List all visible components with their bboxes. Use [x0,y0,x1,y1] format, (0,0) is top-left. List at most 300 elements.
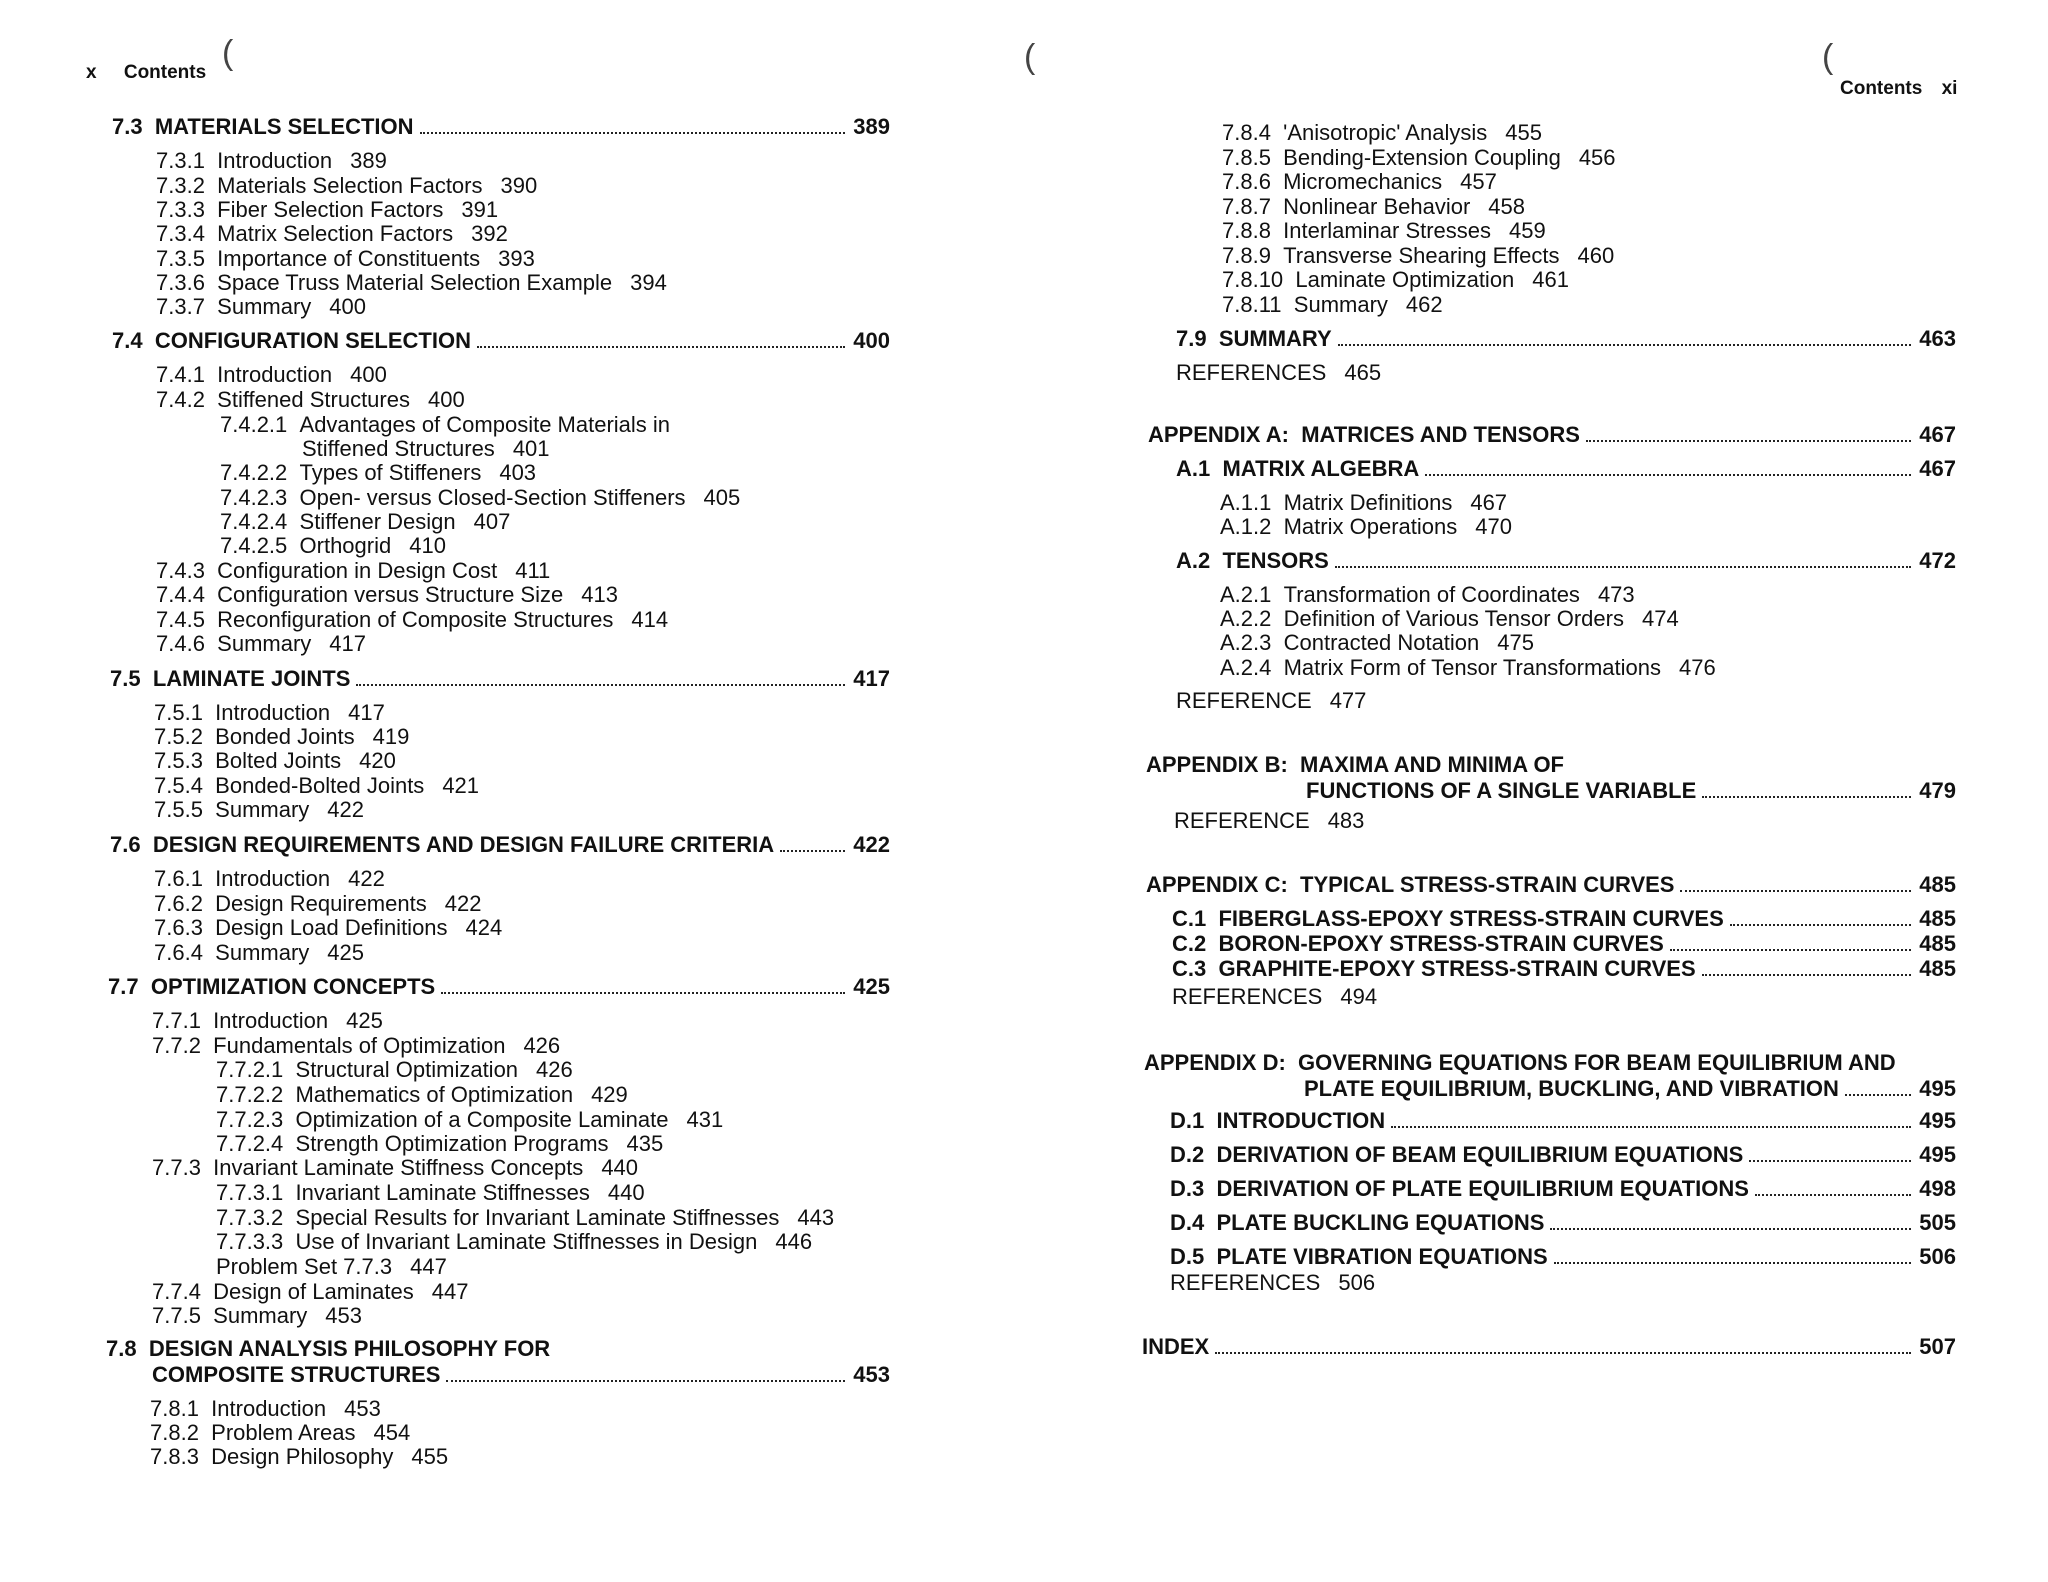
toc-entry[interactable] [216,1254,447,1280]
entry-page: 401 [512,436,550,461]
heading-number: C.3 [1172,956,1207,981]
toc-heading[interactable] [1172,956,1956,982]
toc-heading[interactable] [110,832,890,858]
entry-number: 7.3.4 [156,221,205,246]
appendix-title: APPENDIX D: GOVERNING EQUATIONS FOR BEAM EQUILIBRIUM AND [1144,1050,1896,1075]
entry-title: Matrix Selection Factors [217,221,454,246]
entry-page: 460 [1577,243,1615,268]
toc-heading[interactable] [1170,1108,1956,1134]
toc-heading[interactable] [112,114,890,140]
entry-page: 403 [499,460,537,485]
entry-number: 7.3.1 [156,148,205,173]
left-page-header-title: Contents [123,62,207,83]
toc-entry[interactable] [1222,194,1525,220]
toc-entry[interactable] [1222,145,1616,171]
entry-number: 7.4.5 [156,607,205,632]
entry-number: 7.7.1 [152,1008,201,1033]
toc-entry[interactable] [152,1303,362,1329]
heading-title: SUMMARY [1218,326,1332,351]
dot-leader [1702,796,1911,798]
entry-page: 422 [348,866,385,891]
toc-entry[interactable] [156,558,550,584]
heading-page: 485 [1919,906,1956,931]
appendix-title: APPENDIX A: MATRICES AND TENSORS [1148,422,1580,447]
entry-title: Nonlinear Behavior [1283,194,1471,219]
toc-entry[interactable] [156,173,537,199]
entry-title: Mathematics of Optimization [295,1082,574,1107]
entry-number: 7.8.2 [150,1420,199,1445]
references-page: 477 [1329,688,1367,713]
toc-entry[interactable] [156,221,508,247]
entry-page: 474 [1641,606,1679,631]
entry-title: Space Truss Material Selection Example [217,270,613,295]
toc-references[interactable] [1172,984,1377,1010]
entry-title: Open- versus Closed-Section Stiffeners [299,485,686,510]
toc-entry[interactable] [156,631,366,657]
entry-page: 454 [373,1420,411,1445]
entry-title: Summary [217,294,312,319]
entry-page: 414 [631,607,669,632]
heading-title: LAMINATE JOINTS [152,666,351,691]
entry-number: 7.7.2.2 [216,1082,284,1107]
dot-leader [1755,1194,1911,1196]
heading-number: A.1 [1176,456,1211,481]
entry-page: 426 [536,1057,573,1082]
heading-title: TENSORS [1222,548,1329,573]
toc-heading[interactable] [1170,1210,1956,1236]
dot-leader [1391,1126,1911,1128]
toc-entry[interactable] [154,797,364,823]
toc-entry[interactable] [152,1155,638,1181]
toc-entry[interactable] [152,1033,560,1059]
toc-entry[interactable] [154,724,409,750]
toc-heading[interactable] [1172,931,1956,957]
entry-number: 7.6.2 [154,891,203,916]
heading-number: 7.6 [110,832,141,857]
binding-mark-center: ( [1024,38,1036,76]
heading-title: MATERIALS SELECTION [154,114,414,139]
entry-number: 7.5.4 [154,773,203,798]
entry-number: 7.4.6 [156,631,205,656]
toc-entry[interactable] [1220,490,1507,516]
entry-title: Introduction [213,1008,329,1033]
heading-number: 7.4 [112,328,143,353]
entry-page: 455 [411,1444,449,1469]
toc-entry[interactable] [216,1107,723,1133]
dot-leader [1845,1094,1911,1096]
entry-title: Introduction [215,866,331,891]
toc-entry[interactable] [154,915,502,941]
toc-entry[interactable] [216,1082,628,1108]
dot-leader [780,850,845,852]
entry-number: 7.7.2.1 [216,1057,284,1082]
toc-entry-continuation[interactable] [302,436,550,462]
dot-leader [1215,1352,1911,1354]
toc-appendix-heading[interactable] [1306,778,1956,804]
references-page: 465 [1344,360,1382,385]
toc-entry[interactable] [150,1420,410,1446]
entry-title: Stiffened Structures [217,387,410,412]
toc-references[interactable] [1170,1270,1375,1296]
entry-page: 420 [359,748,396,773]
heading-page: 495 [1919,1142,1956,1167]
entry-title: Fundamentals of Optimization [213,1033,506,1058]
entry-page: 476 [1678,655,1716,680]
toc-index-heading[interactable] [1142,1334,1956,1360]
references-title: REFERENCE [1174,808,1310,833]
toc-appendix-heading[interactable] [1146,872,1956,898]
toc-entry[interactable] [1222,267,1569,293]
entry-number: 7.5.3 [154,748,203,773]
toc-entry[interactable] [216,1057,573,1083]
toc-heading[interactable] [1176,456,1956,482]
heading-number: 7.8 [106,1336,137,1361]
entry-page: 462 [1405,292,1443,317]
heading-number: C.2 [1172,931,1207,956]
toc-entry[interactable] [216,1131,663,1157]
entry-page: 413 [581,582,618,607]
entry-title: Laminate Optimization [1295,267,1515,292]
references-title: REFERENCES [1172,984,1323,1009]
heading-number: C.1 [1172,906,1207,931]
dot-leader [1338,344,1912,346]
toc-appendix-heading[interactable] [1148,422,1956,448]
entry-title: Matrix Operations [1283,514,1458,539]
toc-heading[interactable] [152,1362,890,1388]
heading-title: GRAPHITE-EPOXY STRESS-STRAIN CURVES [1218,956,1696,981]
binding-mark-right: ( [1822,38,1834,76]
toc-entry[interactable] [216,1205,834,1231]
heading-number: 7.3 [112,114,143,139]
dot-leader [477,346,845,348]
toc-entry[interactable] [1222,243,1614,269]
entry-number: A.1.2 [1220,514,1272,539]
entry-title: Advantages of Composite Materials in [299,412,671,437]
entry-page: 447 [410,1254,447,1279]
appendix-title-continued: PLATE EQUILIBRIUM, BUCKLING, AND VIBRATION [1304,1076,1839,1101]
heading-page: 506 [1919,1244,1956,1269]
dot-leader [446,1380,845,1382]
appendix-title: APPENDIX C: TYPICAL STRESS-STRAIN CURVES [1146,872,1675,897]
toc-entry[interactable] [1220,514,1512,540]
toc-entry[interactable] [156,148,387,174]
entry-page: 443 [797,1205,835,1230]
heading-page: 389 [853,114,890,139]
heading-number: 7.5 [110,666,141,691]
index-title: INDEX [1142,1334,1210,1359]
toc-entry[interactable] [220,485,740,511]
toc-references[interactable] [1174,808,1364,834]
heading-number: D.1 [1170,1108,1205,1133]
entry-number: A.1.1 [1220,490,1272,515]
heading-page: 400 [853,328,890,353]
dot-leader [356,684,845,686]
entry-title: Micromechanics [1283,169,1443,194]
references-title: REFERENCES [1170,1270,1321,1295]
entry-number: 7.4.3 [156,558,205,583]
toc-heading[interactable] [108,974,890,1000]
toc-entry[interactable] [154,866,385,892]
entry-page: 389 [350,148,387,173]
toc-entry[interactable] [220,412,670,438]
entry-number: 7.4.4 [156,582,205,607]
entry-title: Definition of Various Tensor Orders [1283,606,1624,631]
toc-entry[interactable] [154,940,364,966]
heading-number: A.2 [1176,548,1211,573]
entry-page: 393 [498,246,535,271]
entry-page: 426 [523,1033,561,1058]
dot-leader [1730,924,1912,926]
entry-title: Interlaminar Stresses [1283,218,1492,243]
index-page: 507 [1919,1334,1956,1359]
toc-entry[interactable] [156,270,667,296]
entry-number: 7.5.2 [154,724,203,749]
heading-page: 463 [1919,326,1956,351]
toc-entry[interactable] [220,533,446,559]
entry-page: 421 [442,773,480,798]
toc-heading[interactable] [1172,906,1956,932]
entry-number: A.2.3 [1220,630,1272,655]
entry-number: 7.4.2.1 [220,412,288,437]
entry-page: 411 [515,558,551,583]
entry-page: 470 [1475,514,1512,539]
entry-page: 458 [1488,194,1525,219]
toc-entry[interactable] [1222,169,1497,195]
toc-entry[interactable] [1220,606,1679,632]
toc-entry[interactable] [156,246,535,272]
heading-page: 417 [853,666,890,691]
entry-title: Reconfiguration of Composite Structures [217,607,614,632]
heading-title: PLATE VIBRATION EQUATIONS [1216,1244,1548,1269]
toc-heading[interactable] [1170,1142,1956,1168]
entry-number: 7.7.2.4 [216,1131,284,1156]
entry-title: Introduction [217,148,333,173]
toc-entry[interactable] [216,1180,645,1206]
toc-heading[interactable] [1170,1244,1956,1270]
references-title: REFERENCE [1176,688,1312,713]
entry-page: 422 [327,797,365,822]
entry-title: Summary [1293,292,1388,317]
entry-page: 410 [409,533,446,558]
toc-entry[interactable] [1222,218,1546,244]
toc-entry[interactable] [156,387,465,413]
entry-number: 7.8.7 [1222,194,1271,219]
toc-entry[interactable] [156,294,366,320]
entry-number: 7.7.4 [152,1279,201,1304]
entry-title: 'Anisotropic' Analysis [1283,120,1488,145]
entry-page: 461 [1532,267,1570,292]
entry-number: 7.8.5 [1222,145,1271,170]
entry-number: 7.5.5 [154,797,203,822]
appendix-title-continued: FUNCTIONS OF A SINGLE VARIABLE [1306,778,1697,803]
entry-number: 7.8.1 [150,1396,199,1421]
heading-page: 495 [1919,1108,1956,1133]
toc-references[interactable] [1176,688,1366,714]
entry-page: 456 [1578,145,1616,170]
entry-title: Bolted Joints [215,748,342,773]
heading-page: 505 [1919,1210,1956,1235]
heading-title: DESIGN REQUIREMENTS AND DESIGN FAILURE CRITERIA [152,832,775,857]
entry-page: 392 [471,221,508,246]
entry-page: 467 [1470,490,1508,515]
entry-title: Invariant Laminate Stiffness Concepts [213,1155,584,1180]
entry-title: Configuration versus Structure Size [217,582,564,607]
dot-leader [1425,474,1911,476]
entry-title: Problem Areas [211,1420,356,1445]
dot-leader [1680,890,1911,892]
entry-number: 7.6.3 [154,915,203,940]
heading-title: DERIVATION OF PLATE EQUILIBRIUM EQUATIONS [1216,1176,1749,1201]
entry-title: Introduction [215,700,331,725]
entry-number: 7.7.2 [152,1033,201,1058]
entry-number: 7.3.5 [156,246,205,271]
heading-title-continued: COMPOSITE STRUCTURES [152,1362,441,1387]
entry-title: Bending-Extension Coupling [1283,145,1561,170]
toc-entry[interactable] [154,773,479,799]
entry-page: 425 [346,1008,383,1033]
entry-page: 405 [703,485,741,510]
references-page: 483 [1327,808,1365,833]
entry-title: Contracted Notation [1283,630,1480,655]
entry-number: 7.3.6 [156,270,205,295]
right-page-header [1840,78,1957,100]
entry-title: Design Load Definitions [215,915,448,940]
heading-page: 472 [1919,548,1956,573]
left-page-roman-number: x [86,62,97,83]
toc-heading-line1[interactable] [106,1336,550,1362]
entry-number: 7.8.6 [1222,169,1271,194]
toc-entry[interactable] [154,748,396,774]
toc-heading[interactable] [112,328,890,354]
entry-page: 390 [500,173,538,198]
entry-number: 7.4.2.5 [220,533,288,558]
toc-entry[interactable] [1222,292,1443,318]
dot-leader [1335,566,1911,568]
entry-page: 453 [325,1303,363,1328]
heading-number: 7.7 [108,974,139,999]
heading-number: D.2 [1170,1142,1205,1167]
entry-page: 440 [601,1155,639,1180]
entry-page: 446 [775,1229,813,1254]
heading-page: 425 [853,974,890,999]
heading-title: DERIVATION OF BEAM EQUILIBRIUM EQUATIONS [1216,1142,1744,1167]
heading-title: CONFIGURATION SELECTION [154,328,471,353]
toc-entry[interactable] [154,700,385,726]
toc-entry[interactable] [152,1008,383,1034]
toc-entry[interactable] [156,607,668,633]
toc-heading[interactable] [1170,1176,1956,1202]
toc-entry[interactable] [152,1279,468,1305]
entry-title: Structural Optimization [295,1057,519,1082]
toc-entry[interactable] [1220,630,1534,656]
toc-heading[interactable] [1176,548,1956,574]
references-title: REFERENCES [1176,360,1327,385]
entry-page: 475 [1497,630,1534,655]
toc-entry[interactable] [156,362,387,388]
heading-page: 498 [1919,1176,1956,1201]
entry-title: Stiffener Design [299,509,456,534]
toc-entry[interactable] [216,1229,812,1255]
entry-number: 7.5.1 [154,700,203,725]
entry-title: Transformation of Coordinates [1283,582,1580,607]
toc-entry[interactable] [220,460,536,486]
entry-title: Types of Stiffeners [299,460,482,485]
entry-title: Fiber Selection Factors [217,197,444,222]
heading-number: D.4 [1170,1210,1205,1235]
entry-number: 7.4.1 [156,362,205,387]
entry-page: 429 [591,1082,628,1107]
entry-title: Orthogrid [299,533,392,558]
toc-entry[interactable] [154,891,481,917]
toc-entry[interactable] [220,509,510,535]
entry-page: 422 [444,891,482,916]
entry-page: 394 [630,270,667,295]
entry-number: 7.7.3 [152,1155,201,1180]
toc-references[interactable] [1176,360,1381,386]
toc-heading[interactable] [1176,326,1956,352]
entry-number: 7.4.2.3 [220,485,288,510]
entry-title: Optimization of a Composite Laminate [295,1107,669,1132]
heading-title: INTRODUCTION [1216,1108,1386,1133]
entry-number: A.2.2 [1220,606,1272,631]
appendix-title: APPENDIX B: MAXIMA AND MINIMA OF [1146,752,1564,777]
appendix-page: 485 [1919,872,1956,897]
dot-leader [441,992,845,994]
heading-page: 422 [853,832,890,857]
entry-title: Bonded-Bolted Joints [215,773,425,798]
entry-title: Stiffened Structures [302,436,495,461]
dot-leader [420,132,846,134]
entry-page: 424 [465,915,503,940]
entry-title: Materials Selection Factors [217,173,483,198]
heading-number: D.5 [1170,1244,1205,1269]
entry-number: 7.7.5 [152,1303,201,1328]
toc-entry[interactable] [156,197,498,223]
entry-title: Use of Invariant Laminate Stiffnesses in Design [295,1229,758,1254]
heading-page: 485 [1919,931,1956,956]
entry-number: 7.7.2.3 [216,1107,284,1132]
toc-entry[interactable] [150,1444,448,1470]
toc-appendix-heading-line1[interactable] [1146,752,1564,778]
entry-page: 417 [348,700,385,725]
appendix-page: 495 [1919,1076,1956,1101]
heading-number: 7.9 [1176,326,1207,351]
toc-entry[interactable] [156,582,618,608]
entry-page: 425 [327,940,365,965]
entry-title: Bonded Joints [215,724,355,749]
heading-title: BORON-EPOXY STRESS-STRAIN CURVES [1218,931,1664,956]
toc-entry[interactable] [1220,582,1635,608]
toc-entry[interactable] [1220,655,1716,681]
entry-page: 440 [607,1180,645,1205]
toc-heading[interactable] [110,666,890,692]
entry-number: 7.6.4 [154,940,203,965]
entry-page: 407 [473,509,511,534]
dot-leader [1586,440,1911,442]
entry-number: A.2.1 [1220,582,1272,607]
dot-leader [1702,974,1912,976]
toc-appendix-heading-line1[interactable] [1144,1050,1896,1076]
entry-page: 417 [329,631,367,656]
toc-entry[interactable] [150,1396,381,1422]
entry-number: 7.3.7 [156,294,205,319]
toc-entry[interactable] [1222,120,1542,146]
entry-title: Design Philosophy [211,1444,394,1469]
entry-title: Matrix Definitions [1283,490,1453,515]
heading-title: FIBERGLASS-EPOXY STRESS-STRAIN CURVES [1218,906,1724,931]
toc-appendix-heading[interactable] [1304,1076,1956,1102]
heading-title: MATRIX ALGEBRA [1222,456,1420,481]
